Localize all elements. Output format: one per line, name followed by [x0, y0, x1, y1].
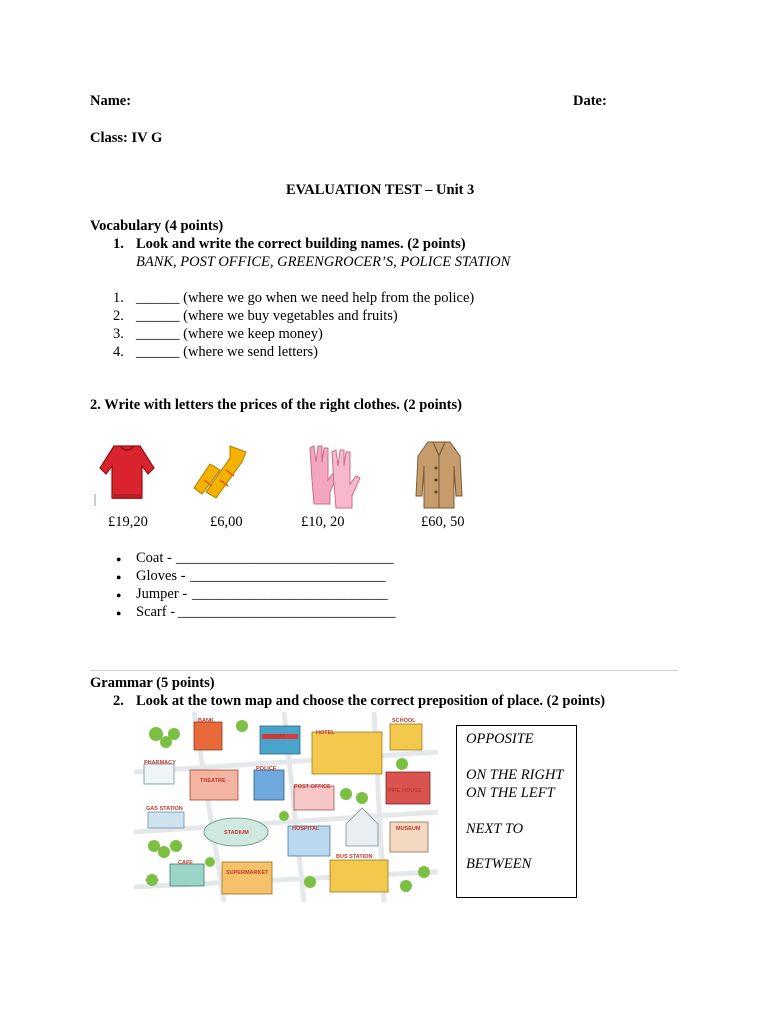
- class-label: Class: IV G: [90, 130, 163, 146]
- scarf-icon: [190, 440, 260, 506]
- vocabulary-heading: Vocabulary (4 points): [90, 218, 224, 234]
- map-label-post-office: POST OFFICE: [294, 784, 331, 790]
- map-label-pharmacy: PHARMACY: [144, 760, 176, 766]
- map-label-theatre: THEATRE: [200, 778, 226, 784]
- preposition-opposite[interactable]: OPPOSITE: [466, 731, 534, 747]
- preposition-on-the-left[interactable]: ON THE LEFT: [466, 785, 555, 801]
- answer-blank-gloves[interactable]: ___________________________: [190, 568, 386, 584]
- coat-icon: [406, 436, 472, 512]
- map-label-gas-station: GAS STATION: [146, 806, 183, 812]
- map-label-cafe: CAFE: [178, 860, 193, 866]
- list-item-number: 3.: [113, 326, 124, 342]
- answer-blank-coat[interactable]: ______________________________: [176, 550, 394, 566]
- map-label-bus-station: BUS STATION: [336, 854, 373, 860]
- answer-label-jumper: Jumper -: [136, 586, 188, 602]
- answer-label-coat: Coat -: [136, 550, 172, 566]
- map-label-museum: MUSEUM: [396, 826, 421, 832]
- list-item-number: 1.: [113, 290, 124, 306]
- preposition-between[interactable]: BETWEEN: [466, 856, 532, 872]
- task1-instruction: Look and write the correct building names. (2 points): [136, 236, 466, 252]
- list-item-number: 4.: [113, 344, 124, 360]
- answer-blank-jumper[interactable]: ___________________________: [192, 586, 388, 602]
- price-scarf: £6,00: [210, 514, 243, 530]
- map-label-cinema: CINEMA: [264, 734, 286, 740]
- list-item[interactable]: ______ (where we go when we need help from the police): [136, 290, 475, 306]
- list-item[interactable]: ______ (where we buy vegetables and fruits): [136, 308, 398, 324]
- answer-blank-scarf[interactable]: ______________________________: [178, 604, 396, 620]
- preposition-on-the-right[interactable]: ON THE RIGHT: [466, 767, 564, 783]
- task2-instruction: 2. Write with letters the prices of the right clothes. (2 points): [90, 397, 462, 413]
- word-bank: BANK, POST OFFICE, GREENGROCER’S, POLICE STATION: [136, 254, 511, 270]
- map-label-fire-house: FIRE HOUSE: [388, 788, 422, 794]
- preposition-next-to[interactable]: NEXT TO: [466, 821, 524, 837]
- map-label-hospital: HOSPITAL: [292, 826, 320, 832]
- bullet-icon: ●: [116, 572, 122, 582]
- list-item[interactable]: ______ (where we keep money): [136, 326, 323, 342]
- map-label-police: POLICE: [256, 766, 277, 772]
- section-divider: [90, 670, 678, 671]
- prepositions-box: [456, 725, 577, 898]
- answer-label-scarf: Scarf -: [136, 604, 176, 620]
- map-label-stadium: STADIUM: [224, 830, 249, 836]
- map-label-hotel: HOTEL: [316, 730, 335, 736]
- date-label: Date:: [573, 93, 607, 109]
- bullet-icon: ●: [116, 554, 122, 564]
- answer-label-gloves: Gloves -: [136, 568, 186, 584]
- grammar-task-number: 2.: [113, 693, 124, 709]
- gloves-icon: [300, 440, 370, 510]
- task1-number: 1.: [113, 236, 124, 252]
- map-label-school: SCHOOL: [392, 718, 416, 724]
- bullet-icon: ●: [116, 608, 122, 618]
- name-label: Name:: [90, 93, 132, 109]
- price-jumper: £19,20: [108, 514, 148, 530]
- bullet-icon: ●: [116, 590, 122, 600]
- grammar-heading: Grammar (5 points): [90, 675, 215, 691]
- list-item-number: 2.: [113, 308, 124, 324]
- grammar-task-instruction: Look at the town map and choose the correct preposition of place. (2 points): [136, 693, 606, 709]
- price-gloves: £10, 20: [301, 514, 345, 530]
- town-map: [134, 712, 438, 902]
- map-label-bank: BANK: [198, 718, 214, 724]
- list-item[interactable]: ______ (where we send letters): [136, 344, 318, 360]
- jumper-icon: [92, 436, 162, 506]
- map-label-supermarket: SUPERMARKET: [226, 870, 269, 876]
- price-coat: £60, 50: [421, 514, 465, 530]
- page-title: EVALUATION TEST – Unit 3: [286, 182, 475, 198]
